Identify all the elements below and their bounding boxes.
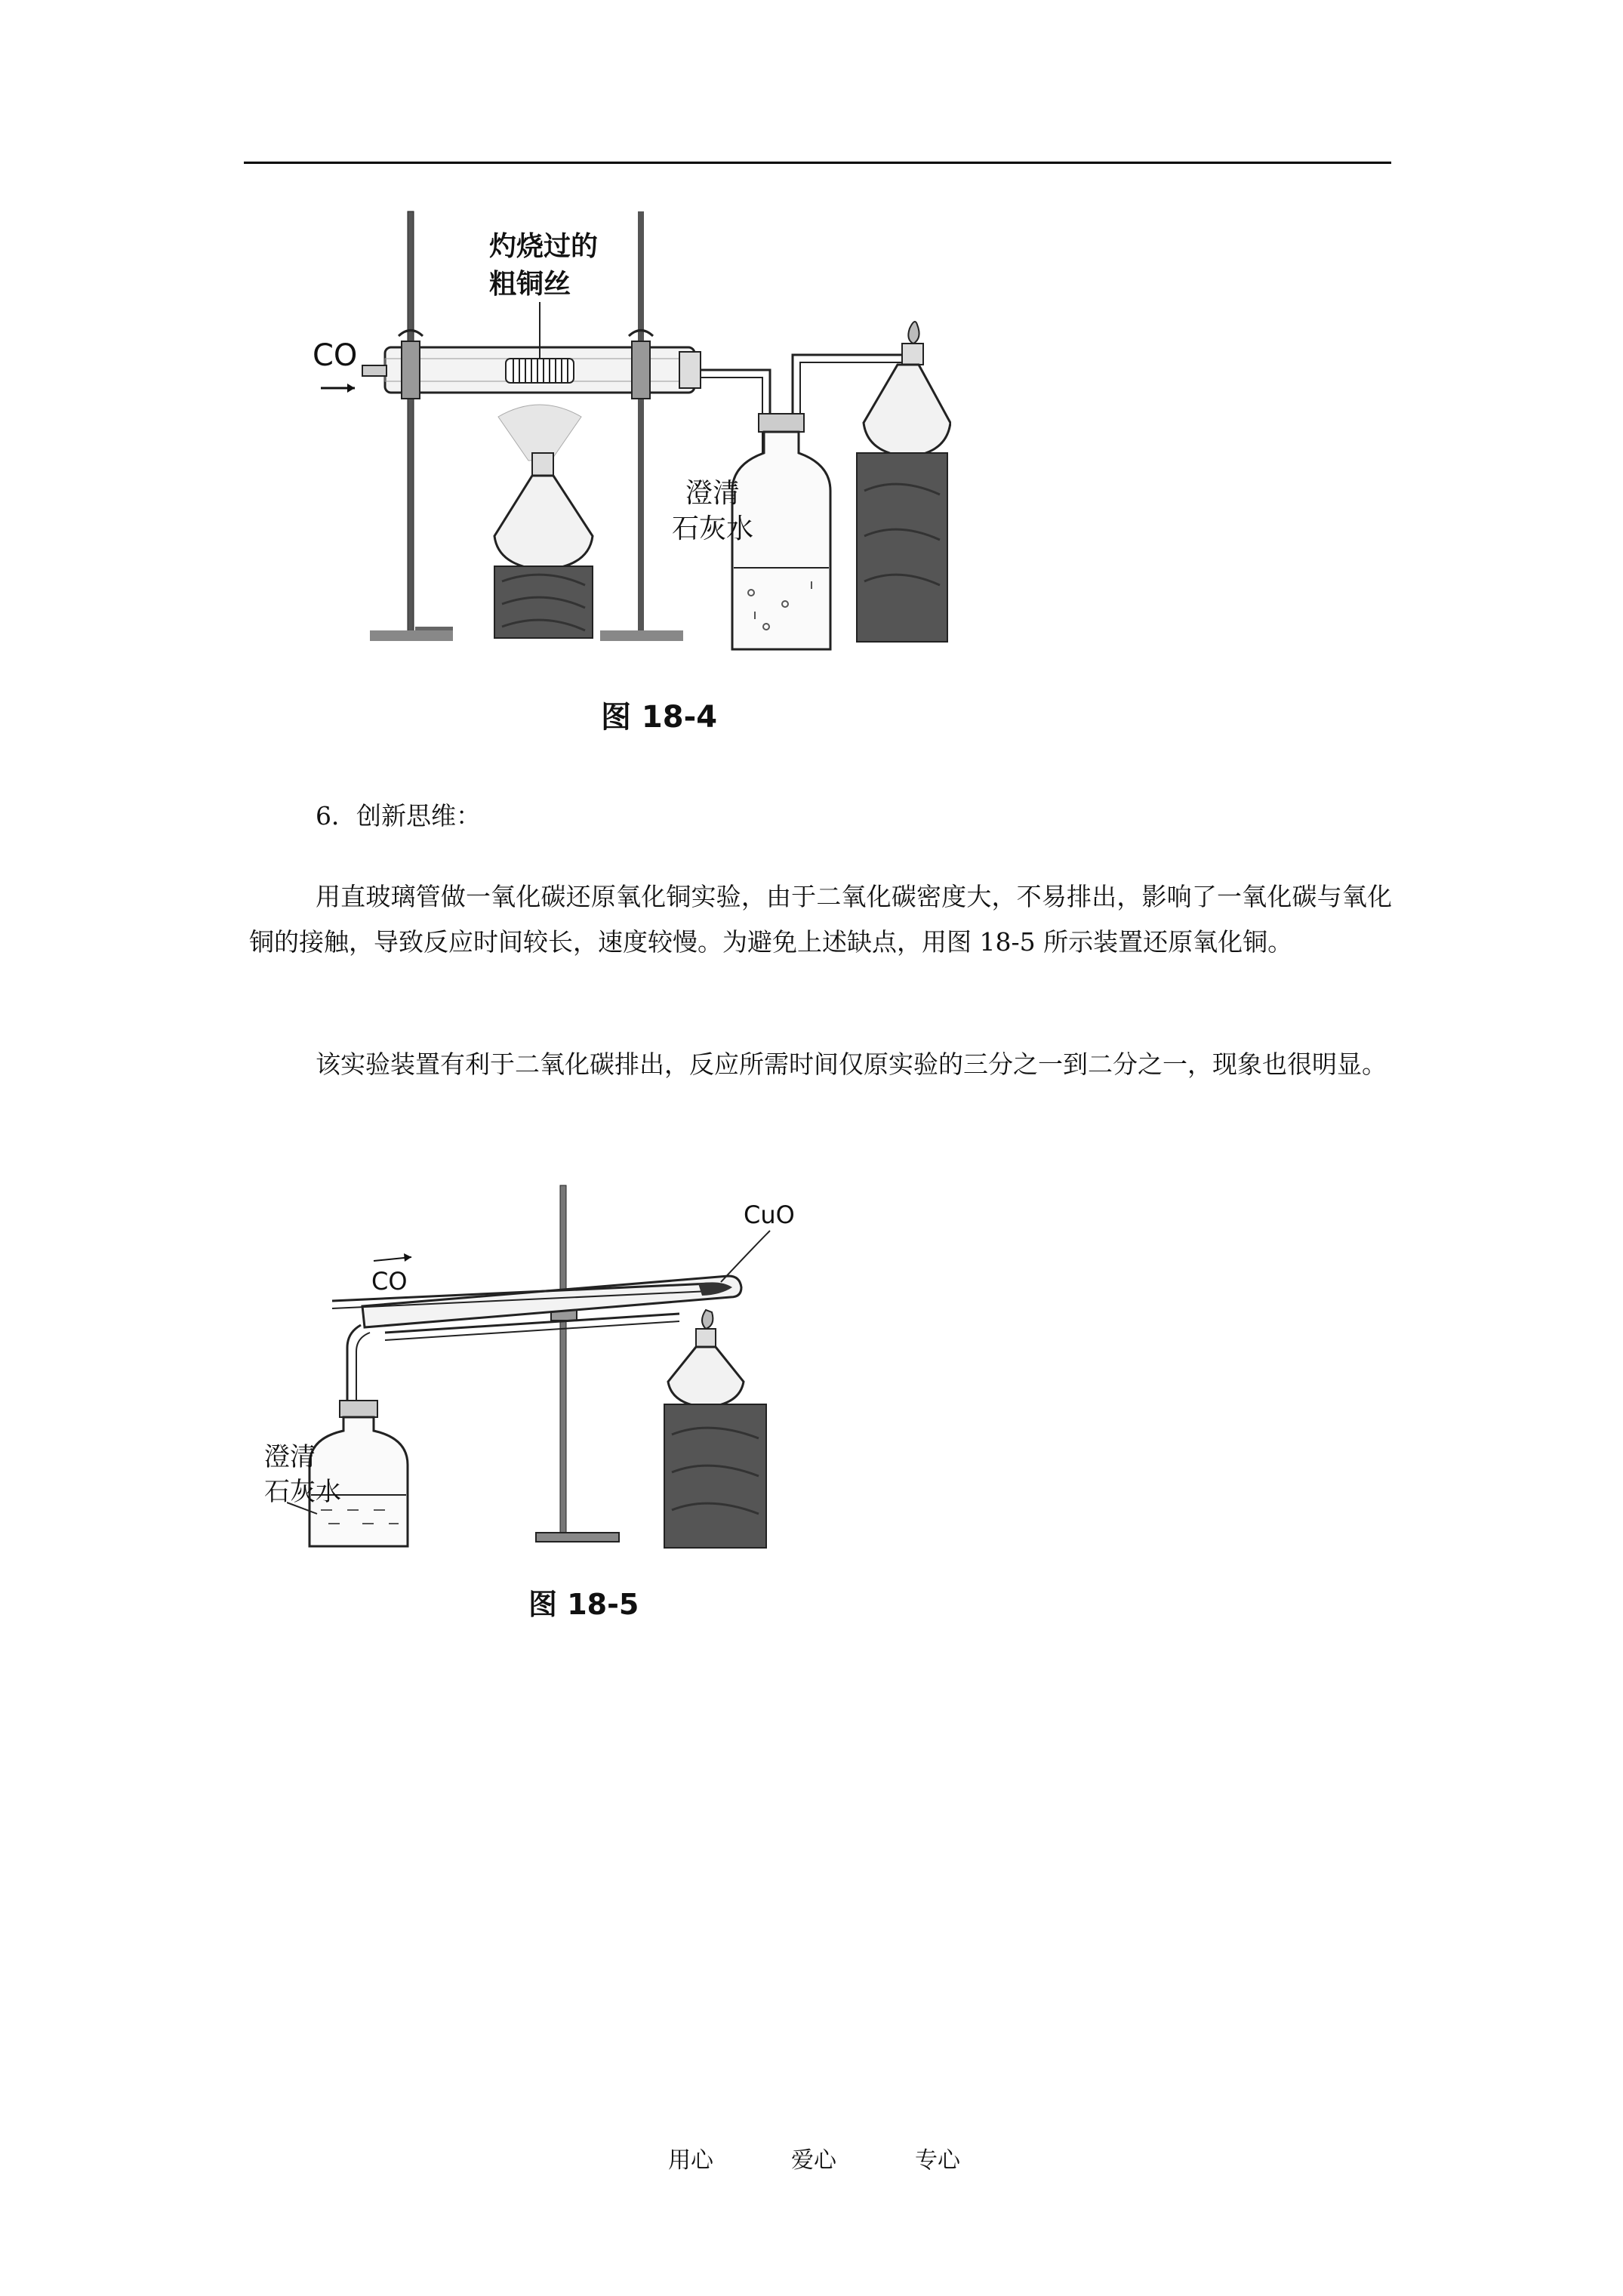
- item-6-paragraph-1: 用直玻璃管做一氧化碳还原氧化铜实验，由于二氧化碳密度大，不易排出，影响了一氧化碳与氧化铜的接触，导致反应时间较长，速度较慢。为避免上述缺点，用图 18-5 所示装置还原氧化铜。: [249, 882, 1392, 957]
- fig18-4-gas-label: CO: [313, 338, 358, 373]
- figure-18-5: [264, 1178, 830, 1555]
- footer-item-2: 爱心: [791, 2147, 836, 2174]
- item-6-heading: 6．创新思维：: [316, 801, 481, 831]
- fig18-5-limewater-label-line2: 石灰水: [264, 1477, 341, 1507]
- fig18-4-wire-label-line2: 粗铜丝: [489, 269, 571, 300]
- footer-item-1: 用心: [668, 2147, 713, 2174]
- footer-item-3: 专心: [915, 2147, 960, 2174]
- fig18-4-limewater-label-line1: 澄清: [685, 478, 741, 509]
- figure-18-4-illustration: [302, 204, 951, 657]
- fig18-5-limewater-label-line1: 澄清: [264, 1442, 316, 1472]
- fig18-4-caption: 图 18-4: [601, 700, 718, 735]
- fig18-4-wire-label-line1: 灼烧过的: [489, 231, 599, 262]
- item-6-paragraph-2: 该实验装置有利于二氧化碳排出，反应所需时间仅原实验的三分之一到二分之一，现象也很明显。: [316, 1049, 1387, 1079]
- header-rule: [244, 162, 1391, 164]
- fig18-5-caption: 图 18-5: [528, 1588, 639, 1621]
- fig18-4-limewater-label-line2: 石灰水: [672, 513, 754, 544]
- figure-18-4: [302, 204, 951, 657]
- figure-18-5-illustration: [287, 1178, 830, 1555]
- fig18-5-cuo-label: CuO: [744, 1200, 795, 1229]
- fig18-5-gas-label: CO: [371, 1267, 408, 1296]
